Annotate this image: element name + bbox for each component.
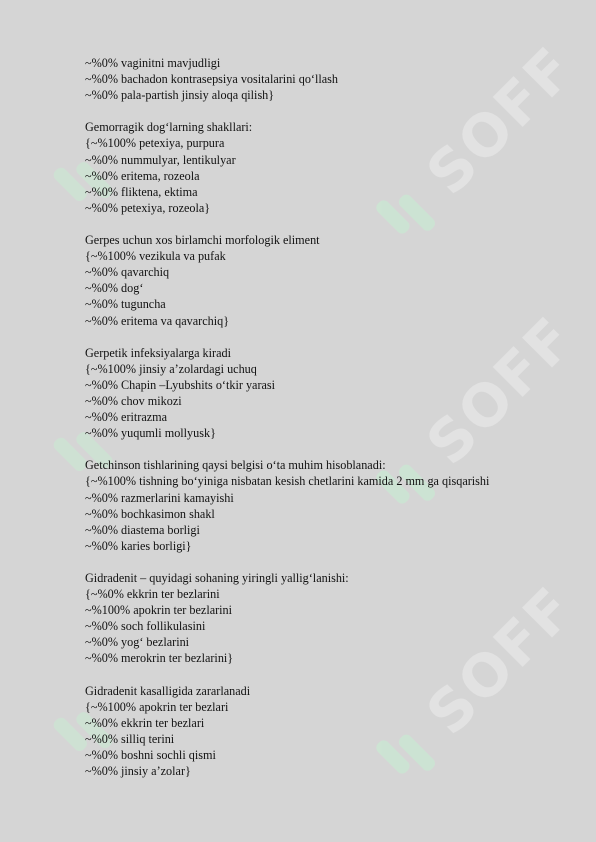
- question-block: [85, 345, 565, 442]
- question-text: Gidradenit – quyidagi sohaning yiringli yallig‘lanishi:: [85, 571, 349, 585]
- answer-option: {~%100% tishning bo‘yiniga nisbatan kesish chetlarini kamida 2 mm ga qisqarishi: [85, 474, 490, 489]
- answer-option: ~%0% petexiya, rozeola}: [85, 200, 211, 215]
- question-block: [85, 570, 565, 667]
- answer-option: ~%0% nummulyar, lentikulyar: [85, 152, 236, 167]
- question-text: Gerpetik infeksiyalarga kiradi: [85, 345, 231, 360]
- question-text: Gerpes uchun xos birlamchi morfologik eliment: [85, 233, 320, 248]
- answer-option: {~%0% ekkrin ter bezlarini: [85, 587, 220, 602]
- question-block: [85, 119, 565, 216]
- answer-option: ~%0% soch follikulasini: [85, 619, 206, 634]
- answer-option: ~%0% ekkrin ter bezlari: [85, 715, 205, 730]
- document-body: [85, 55, 565, 795]
- answer-option: ~%0% fliktena, ektima: [85, 184, 198, 199]
- question-text: Getchinson tishlarining qaysi belgisi o‘ta muhim hisoblanadi:: [85, 458, 386, 473]
- question-block: [85, 55, 565, 103]
- watermark-text: SOFF: [413, 573, 588, 748]
- watermark-text: SOFF: [413, 303, 588, 478]
- answer-option: ~%0% pala-partish jinsiy aloqa qilish}: [85, 88, 275, 103]
- answer-option: ~%0% silliq terini: [85, 731, 175, 746]
- question-block: [85, 457, 565, 554]
- answer-option: ~%0% eritema, rozeola: [85, 168, 200, 183]
- answer-option: ~%100% apokrin ter bezlarini: [85, 603, 233, 618]
- question-text: Gidradenit kasalligida zararlanadi: [85, 683, 251, 698]
- answer-option: ~%0% Chapin –Lyubshits o‘tkir yarasi: [85, 377, 276, 392]
- answer-option: ~%0% yuqumli mollyusk}: [85, 426, 216, 441]
- answer-option: ~%0% eritrazma: [85, 410, 168, 425]
- answer-option: ~%0% eritema va qavarchiq}: [85, 313, 230, 328]
- answer-option: {~%100% petexiya, purpura: [85, 136, 225, 151]
- answer-option: ~%0% chov mikozi: [85, 393, 182, 408]
- answer-option: ~%0% boshni sochli qismi: [85, 748, 216, 763]
- answer-option: ~%0% diastema borligi: [85, 522, 200, 537]
- answer-option: ~%0% qavarchiq: [85, 265, 170, 280]
- answer-option: ~%0% karies borligi}: [85, 538, 192, 553]
- answer-option: ~%0% razmerlarini kamayishi: [85, 490, 234, 505]
- answer-option: {~%100% apokrin ter bezlari: [85, 699, 229, 714]
- answer-option: {~%100% jinsiy a’zolardagi uchuq: [85, 361, 257, 376]
- question-block: [85, 683, 565, 780]
- answer-option: ~%0% vaginitni mavjudligi: [85, 56, 221, 70]
- answer-option: ~%0% jinsiy a’zolar}: [85, 764, 191, 779]
- answer-option: ~%0% tuguncha: [85, 297, 166, 312]
- answer-option: ~%0% merokrin ter bezlarini}: [85, 651, 234, 666]
- question-block: [85, 232, 565, 329]
- answer-option: ~%0% dog‘: [85, 281, 144, 296]
- watermark-text: SOFF: [413, 33, 588, 208]
- answer-option: ~%0% bochkasimon shakl: [85, 506, 215, 521]
- answer-option: ~%0% bachadon kontrasepsiya vositalarini qo‘llash: [85, 72, 338, 87]
- answer-option: {~%100% vezikula va pufak: [85, 249, 226, 264]
- answer-option: ~%0% yog‘ bezlarini: [85, 635, 190, 650]
- question-text: Gemorragik dog‘larning shakllari:: [85, 120, 253, 135]
